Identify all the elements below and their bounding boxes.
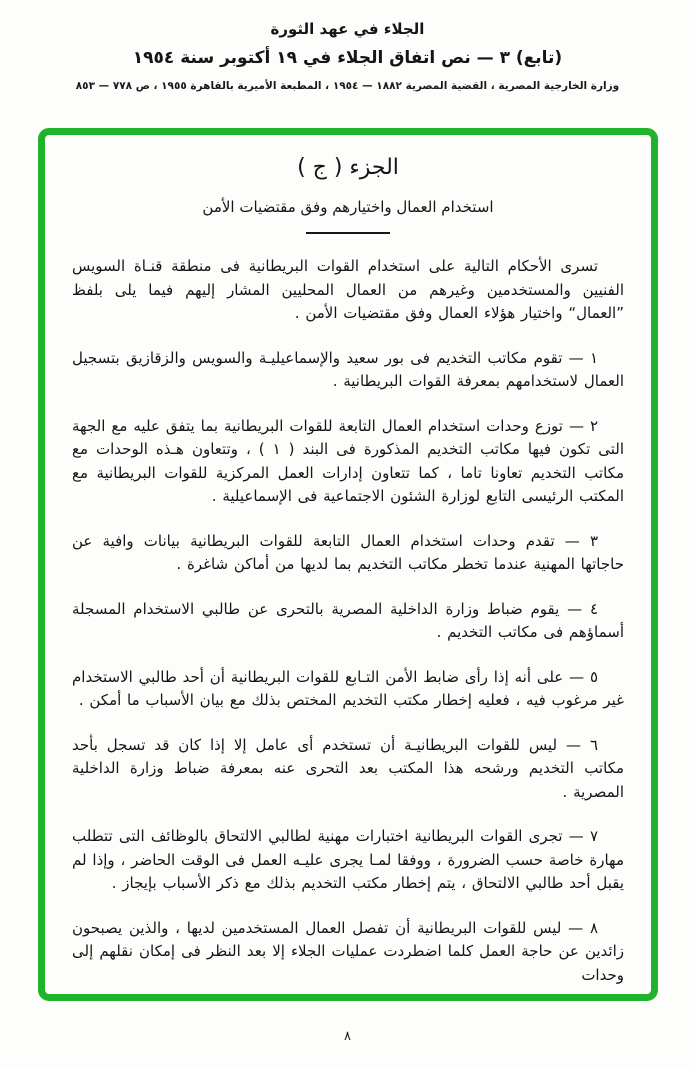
clause-2: ٢ — توزع وحدات استخدام العمال التابعة للقوات البريطانية بما يتفق عليه مع الجهة التى تكون فيها مكاتب التخديم المذكورة فى البند ( ١ ) ، وتتعاون هـذه الوحدات مع مكاتب التخديم تعاونا تاما ، كما تتعاون إدارات العمل المركزية للقوات البريطانية مع المكتب الرئيسى التابع لوزارة الشئون الاجتماعية فى الإسماعيلية . (72, 416, 624, 505)
page-header (0, 0, 695, 92)
clause-7: ٧ — تجرى القوات البريطانية اختبارات مهنية لطالبي الالتحاق بالوظائف التى تتطلب مهارة خاصة حسب الضرورة ، ووفقا لمـا يجرى عليـه العمل فى الوقت الحاضر ، وإذا لم يقبل أحد طالبي الالتحاق ، يتم إخطار مكتب التخديم بذلك مع ذكر الأسباب بإيجاز . (72, 827, 624, 892)
book-title: الجلاء في عهد الثورة (270, 20, 425, 38)
clause-8: ٨ — ليس للقوات البريطانية أن تفصل العمال المستخدمين لديها ، والذين يصبحون زائدين عن حاجة العمل كلما اضطردت عمليات الجلاء إلا بعد النظر فى إمكان نقلهم إلى وحدات (72, 918, 624, 984)
section-title: استخدام العمال واختيارهم وفق مقتضيات الأمن (202, 198, 494, 216)
section-divider (306, 232, 390, 234)
clause-6: ٦ — ليس للقوات البريطانيـة أن تستخدم أى عامل إلا إذا كان قد تسجل بأحد مكاتب التخديم ورشحه هذا المكتب بعد التحرى عنه بمعرفة ضباط وزارة الداخلية المصرية . (72, 735, 624, 801)
clause-3: ٣ — تقدم وحدات استخدام العمال التابعة للقوات البريطانية بيانات وافية عن حاجاتها المهنية عندما تخطر مكاتب التخديم بما لديها من أماكن شاغرة . (72, 531, 624, 573)
green-annotation-frame (38, 128, 658, 1001)
source-citation: وزارة الخارجية المصرية ، القضية المصرية ١٨٨٢ — ١٩٥٤ ، المطبعة الأميرية بالقاهرة ١٩٥٥ ، ص ٧٧٨ — ٨٥٣ (75, 80, 620, 92)
clause-4: ٤ — يقوم ضباط وزارة الداخلية المصرية بالتحرى عن طالبي الاستخدام المسجلة أسماؤهم فى مكاتب التخديم . (72, 599, 624, 641)
page-number: ٨ (344, 1029, 351, 1044)
clause-5: ٥ — على أنه إذا رأى ضابط الأمن التـابع للقوات البريطانية أن أحد طالبي الاستخدام غير مرغوب فيه ، فعليه إخطار مكتب التخديم المختص بذلك مع بيان الأسباب ما أمكن . (72, 667, 624, 709)
intro-paragraph: تسرى الأحكام التالية على استخدام القوات البريطانية فى منطقة قنـاة السويس الفنيين والمستخدمين وغيرهم من العمال المحليين المشار إليهم فيما يلى بلفظ ”العمال“ واختيار هؤلاء العمال وفق مقتضيات الأمن . (72, 257, 624, 322)
clause-1: ١ — تقوم مكاتب التخديم فى بور سعيد والإسماعيليـة والسويس والزقازيق بتسجيل العمال لاستخدامهم بمعرفة القوات البريطانية . (72, 348, 624, 390)
part-title: الجزء ( ج ) (297, 155, 399, 180)
chapter-title: (تابع) ٣ — نص اتفاق الجلاء في ١٩ أكتوبر سنة ١٩٥٤ (132, 48, 563, 68)
